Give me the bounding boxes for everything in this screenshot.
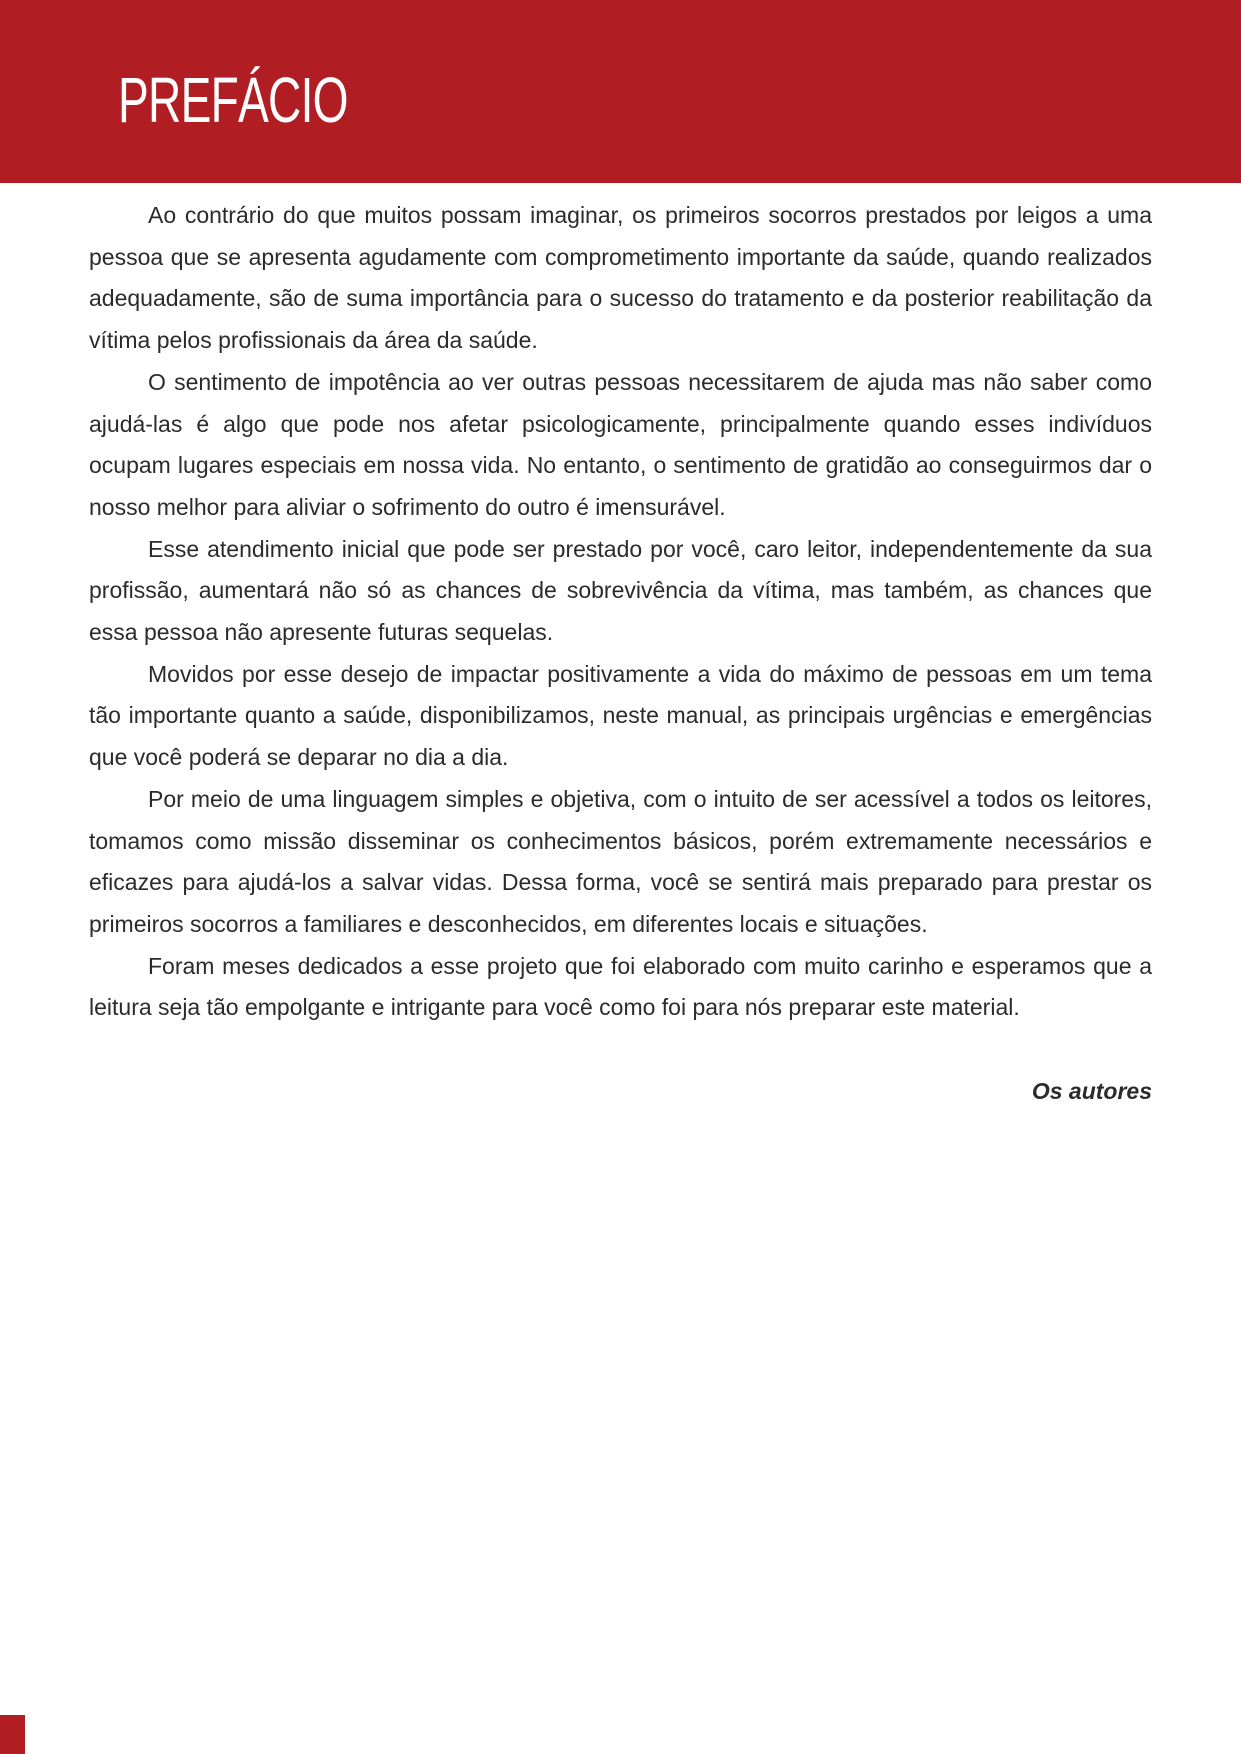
paragraph-2: O sentimento de impotência ao ver outras pessoas necessitarem de ajuda mas não saber como ajudá-las é algo que pode nos afetar psicologicamente, principalmente quando esses indivíduos ocupam lugares especiais em nossa vida. No entanto, o sentimento de gratidão ao conseguirmos dar o nosso melhor para aliviar o sofrimento do outro é imensurável. [89,368,1152,520]
page-title: PREFÁCIO [118,64,348,136]
paragraph-6: Foram meses dedicados a esse projeto que foi elaborado com muito carinho e esperamos que a leitura seja tão empolgante e intrigante para você como foi para nós preparar este material. [89,952,1152,1021]
paragraph-5: Por meio de uma linguagem simples e objetiva, com o intuito de ser acessível a todos os leitores, tomamos como missão disseminar os conhecimentos básicos, porém extremamente necessários e eficazes para ajudá-los a salvar vidas. Dessa forma, você se sentirá mais preparado para prestar os primeiros socorros a familiares e desconhecidos, em diferentes locais e situações. [89,785,1152,937]
paragraph-3: Esse atendimento inicial que pode ser prestado por você, caro leitor, independentemente da sua profissão, aumentará não só as chances de sobrevivência da vítima, mas também, as chances que essa pessoa não apresente futuras sequelas. [89,535,1152,646]
paragraph-4: Movidos por esse desejo de impactar positivamente a vida do máximo de pessoas em um tema tão importante quanto a saúde, disponibilizamos, neste manual, as principais urgências e emergências que você poderá se deparar no dia a dia. [89,660,1152,771]
page-corner-accent [0,1715,25,1754]
paragraph-1: Ao contrário do que muitos possam imaginar, os primeiros socorros prestados por leigos a uma pessoa que se apresenta agudamente com comprometimento importante da saúde, quando realizados adequadamente, são de suma importância para o sucesso do tratamento e da posterior reabilitação da vítima pelos profissionais da área da saúde. [89,202,1152,354]
authors-signature: Os autores [1031,1078,1152,1104]
preface-body [89,195,1152,1029]
header-band [0,0,1241,183]
